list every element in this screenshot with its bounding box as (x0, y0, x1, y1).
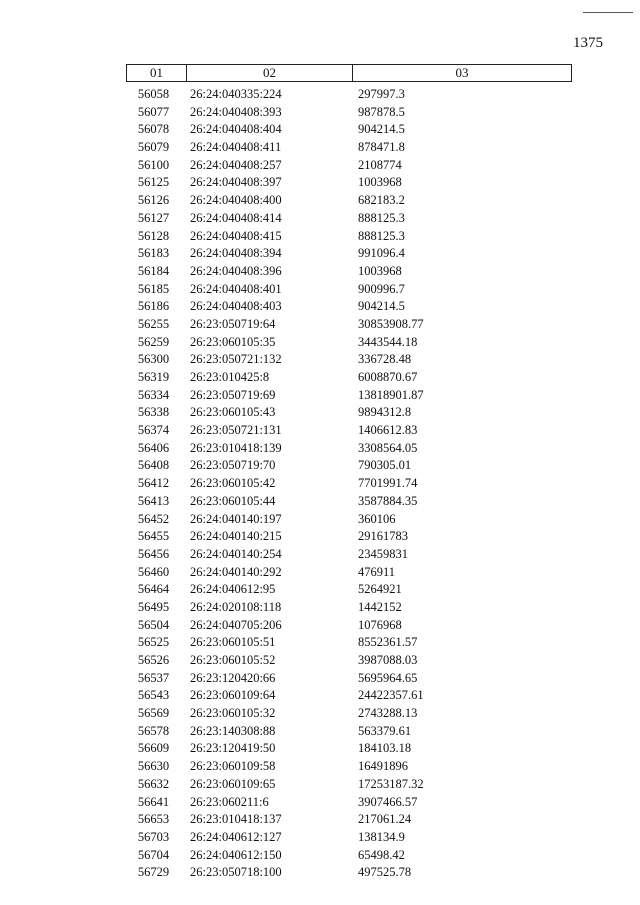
row-value: 24422357.61 (358, 688, 424, 703)
table-row (126, 794, 572, 812)
row-value: 3443544.18 (358, 334, 418, 349)
row-code: 26:24:040408:404 (190, 122, 282, 137)
header-col-01: 01 (150, 65, 163, 80)
table-row (126, 528, 572, 546)
page-number: 1375 (573, 35, 603, 51)
row-value: 30853908.77 (358, 316, 424, 331)
row-id: 56578 (137, 723, 170, 738)
row-value: 991096.4 (358, 246, 405, 261)
row-code: 26:23:120419:50 (190, 741, 276, 756)
table-row (126, 86, 572, 104)
table-row (126, 581, 572, 599)
table-row (126, 157, 572, 175)
table-row (126, 634, 572, 652)
row-code: 26:24:040140:215 (190, 529, 282, 544)
row-code: 26:23:120420:66 (190, 670, 276, 685)
table-row (126, 511, 572, 529)
row-value: 3308564.05 (358, 440, 418, 455)
row-code: 26:23:050718:100 (190, 865, 282, 880)
row-code: 26:24:040140:197 (190, 511, 282, 526)
row-id: 56452 (137, 511, 170, 526)
row-id: 56460 (137, 564, 170, 579)
row-code: 26:23:010418:139 (190, 440, 282, 455)
row-id: 56504 (137, 617, 170, 632)
table-row (126, 564, 572, 582)
row-code: 26:23:050721:132 (190, 352, 282, 367)
table-row (126, 316, 572, 334)
table-row (126, 670, 572, 688)
row-id: 56183 (137, 246, 170, 261)
row-id: 56408 (137, 458, 170, 473)
row-id: 56184 (137, 263, 170, 278)
table-row (126, 334, 572, 352)
row-id: 56125 (137, 175, 170, 190)
table-row (126, 811, 572, 829)
row-value: 1003968 (358, 263, 402, 278)
row-code: 26:23:060105:42 (190, 476, 276, 491)
row-id: 56078 (137, 122, 170, 137)
row-id: 56300 (137, 352, 170, 367)
table-row (126, 617, 572, 635)
row-value: 3987088.03 (358, 653, 418, 667)
row-value: 904214.5 (358, 122, 405, 137)
row-value: 184103.18 (358, 741, 412, 756)
row-id: 56126 (137, 193, 170, 208)
table-row (126, 192, 572, 210)
row-id: 56058 (137, 87, 170, 101)
row-id: 56455 (137, 529, 170, 544)
row-value: 2108774 (358, 157, 402, 172)
table-row (126, 652, 572, 670)
row-id: 56077 (137, 104, 170, 119)
row-value: 682183.2 (358, 193, 405, 208)
table-row (126, 422, 572, 440)
table-row (126, 281, 572, 299)
table-row (126, 139, 572, 157)
row-value: 7701991.74 (358, 476, 418, 491)
row-id: 56569 (137, 706, 170, 721)
row-id: 56185 (137, 281, 170, 296)
row-id: 56630 (137, 759, 170, 774)
row-code: 26:24:040408:414 (190, 210, 282, 225)
row-code: 26:23:060211:6 (190, 794, 269, 809)
row-value: 16491896 (358, 759, 408, 774)
table-row (126, 404, 572, 422)
row-value: 1442152 (358, 599, 402, 614)
table-row (126, 351, 572, 369)
row-value: 8552361.57 (358, 635, 418, 650)
row-value: 1406612.83 (358, 423, 418, 438)
row-value: 563379.61 (358, 723, 412, 738)
row-id: 56100 (137, 157, 170, 172)
table-row (126, 776, 572, 794)
table-row (126, 829, 572, 847)
table-row (126, 723, 572, 741)
row-id: 56641 (137, 794, 170, 809)
row-value: 13818901.87 (358, 387, 424, 402)
table-row (126, 298, 572, 316)
table-header (126, 64, 572, 82)
table-row (126, 174, 572, 192)
row-id: 56729 (137, 865, 170, 880)
row-code: 26:23:010418:137 (190, 812, 282, 827)
row-id: 56525 (137, 635, 170, 650)
row-id: 56374 (137, 423, 170, 438)
row-code: 26:23:060105:44 (190, 493, 276, 508)
row-code: 26:23:060109:64 (190, 688, 276, 703)
table-row (126, 228, 572, 246)
row-id: 56186 (137, 299, 170, 314)
row-id: 56127 (137, 210, 170, 225)
table-row (126, 687, 572, 705)
row-id: 56338 (137, 405, 170, 420)
row-id: 56079 (137, 140, 170, 155)
row-id: 56334 (137, 387, 170, 402)
table-row (126, 210, 572, 228)
table-row (126, 457, 572, 475)
row-code: 26:23:010425:8 (190, 370, 270, 384)
row-value: 878471.8 (358, 140, 405, 155)
row-code: 26:24:040408:397 (190, 175, 282, 190)
table-row (126, 475, 572, 493)
row-code: 26:23:060105:51 (190, 635, 276, 650)
table-row (126, 245, 572, 263)
row-id: 56413 (137, 493, 170, 508)
row-value: 790305.01 (358, 458, 412, 473)
row-code: 26:23:060105:43 (190, 405, 276, 420)
table-row (126, 104, 572, 122)
row-code: 26:23:060105:35 (190, 334, 276, 349)
row-value: 9894312.8 (358, 405, 412, 420)
row-value: 23459831 (358, 546, 408, 561)
row-code: 26:24:040408:400 (190, 193, 282, 208)
row-code: 26:24:040612:95 (190, 582, 276, 597)
row-value: 904214.5 (358, 299, 405, 314)
row-code: 26:23:050719:70 (190, 458, 276, 473)
row-code: 26:24:040140:254 (190, 546, 282, 561)
table-row (126, 740, 572, 758)
row-id: 56653 (137, 812, 170, 827)
row-value: 138134.9 (358, 829, 405, 844)
row-id: 56456 (137, 546, 170, 561)
row-value: 297997.3 (358, 87, 405, 101)
row-id: 56319 (137, 370, 170, 384)
header-col-02: 02 (186, 65, 352, 81)
row-id: 56464 (137, 582, 170, 597)
row-code: 26:23:060105:32 (190, 706, 276, 721)
table-row (126, 847, 572, 865)
row-code: 26:23:140308:88 (190, 723, 276, 738)
row-value: 888125.3 (358, 210, 405, 225)
table-row (126, 758, 572, 776)
row-code: 26:24:040408:257 (190, 157, 282, 172)
row-value: 476911 (358, 564, 396, 579)
row-code: 26:24:040408:394 (190, 246, 282, 261)
table-row (126, 369, 572, 387)
row-value: 888125.3 (358, 228, 405, 243)
row-value: 1003968 (358, 175, 402, 190)
row-id: 56495 (137, 599, 170, 614)
row-code: 26:24:040705:206 (190, 617, 282, 632)
row-code: 26:23:060109:65 (190, 776, 276, 791)
row-code: 26:24:040408:401 (190, 281, 282, 296)
row-value: 5695964.65 (358, 670, 418, 685)
row-id: 56704 (137, 847, 170, 862)
table-row (126, 263, 572, 281)
row-value: 6008870.67 (358, 370, 418, 384)
header-col-03: 03 (352, 65, 571, 81)
table-row (126, 864, 572, 882)
row-id: 56543 (137, 688, 170, 703)
row-value: 497525.78 (358, 865, 412, 880)
top-rule (583, 12, 633, 13)
row-value: 360106 (358, 511, 396, 526)
table-row (126, 599, 572, 617)
row-value: 217061.24 (358, 812, 412, 827)
row-code: 26:23:060105:52 (190, 653, 276, 667)
row-code: 26:24:040140:292 (190, 564, 282, 579)
table-body (126, 86, 572, 882)
row-code: 26:24:040408:403 (190, 299, 282, 314)
row-id: 56703 (137, 829, 170, 844)
row-value: 987878.5 (358, 104, 405, 119)
row-code: 26:23:050721:131 (190, 423, 282, 438)
table-row (126, 546, 572, 564)
row-code: 26:24:040335:224 (190, 87, 282, 101)
row-code: 26:23:050719:69 (190, 387, 276, 402)
table-row (126, 705, 572, 723)
row-value: 65498.42 (358, 847, 405, 862)
row-code: 26:24:040612:150 (190, 847, 282, 862)
row-code: 26:24:040408:411 (190, 140, 282, 155)
row-value: 2743288.13 (358, 706, 418, 721)
row-id: 56412 (137, 476, 170, 491)
row-id: 56526 (137, 653, 170, 667)
row-id: 56406 (137, 440, 170, 455)
row-code: 26:23:060109:58 (190, 759, 276, 774)
row-code: 26:24:020108:118 (190, 599, 282, 614)
row-id: 56632 (137, 776, 170, 791)
row-value: 336728.48 (358, 352, 412, 367)
row-id: 56537 (137, 670, 170, 685)
data-table (126, 64, 572, 882)
table-row (126, 440, 572, 458)
table-row (126, 121, 572, 139)
table-row (126, 387, 572, 405)
row-value: 5264921 (358, 582, 402, 597)
row-code: 26:24:040612:127 (190, 829, 282, 844)
row-id: 56259 (137, 334, 170, 349)
row-id: 56255 (137, 316, 170, 331)
table-row (126, 493, 572, 511)
row-code: 26:24:040408:396 (190, 263, 282, 278)
row-value: 3907466.57 (358, 794, 418, 809)
row-code: 26:23:050719:64 (190, 316, 276, 331)
row-value: 900996.7 (358, 281, 405, 296)
row-value: 29161783 (358, 529, 408, 544)
row-id: 56609 (137, 741, 170, 756)
row-code: 26:24:040408:393 (190, 104, 282, 119)
row-value: 3587884.35 (358, 493, 418, 508)
row-id: 56128 (137, 228, 170, 243)
row-code: 26:24:040408:415 (190, 228, 282, 243)
row-value: 17253187.32 (358, 776, 424, 791)
row-value: 1076968 (358, 617, 402, 632)
